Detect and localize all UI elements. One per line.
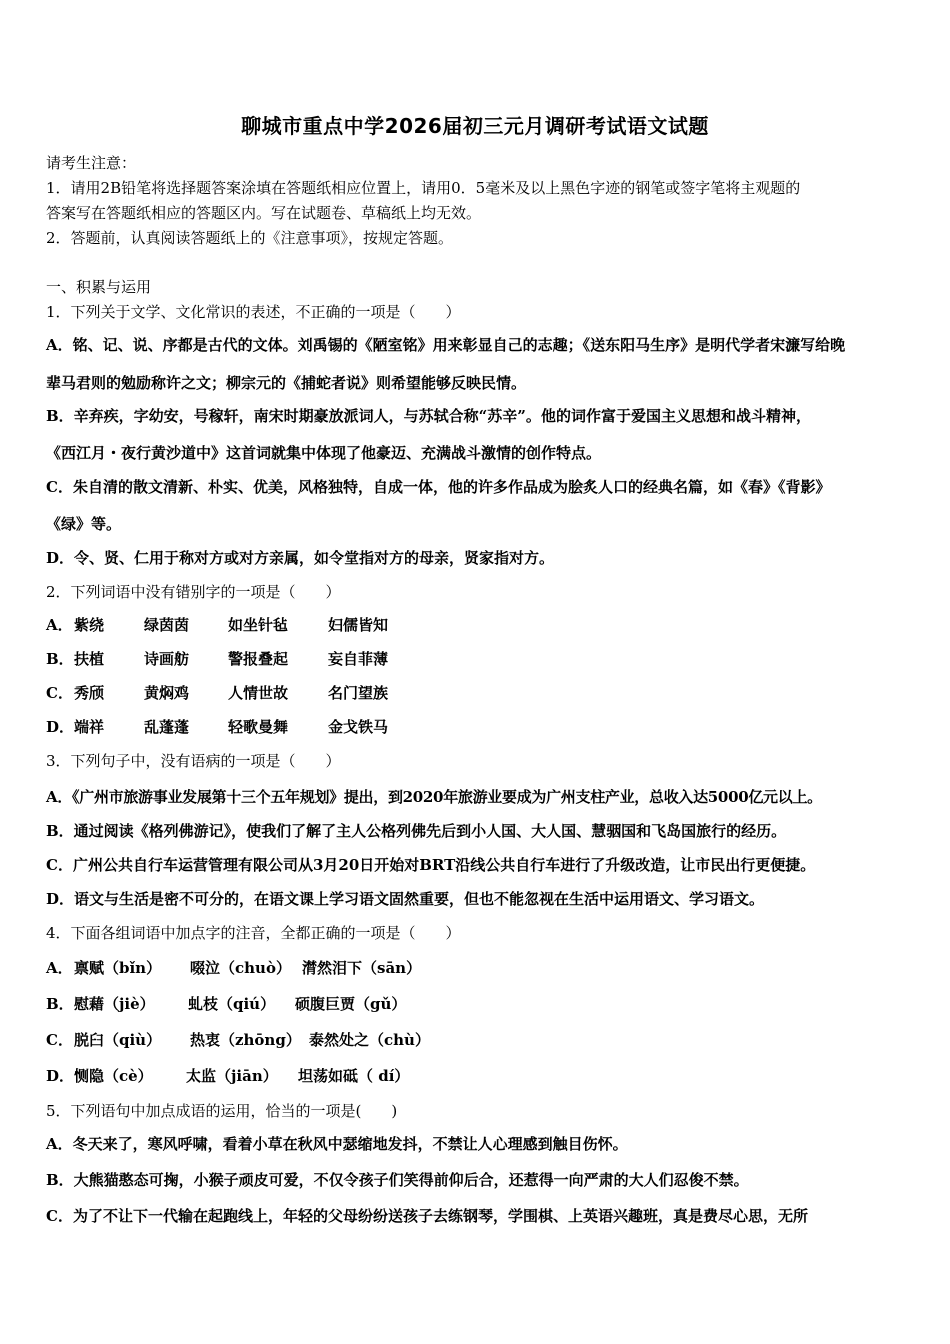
option-word: 金戈铁马 [328,718,389,736]
question-4-option-row [46,1030,430,1050]
option-word: 端祥 [74,718,105,736]
question-5-stem: 5．下列语句中加点成语的运用，恰当的一项是( ) [46,1102,398,1120]
question-1-option-c-line-1: C．朱自清的散文清新、朴实、优美，风格独特，自成一体，他的许多作品成为脍炙人口的经典名篇，如《春》《背影》 [46,478,831,496]
question-3-stem: 3．下列句子中，没有语病的一项是（ ） [46,752,341,770]
option-word: 警报叠起 [228,650,289,668]
option-word: 扶植 [74,650,105,668]
section-heading: 一、积累与运用 [46,278,152,296]
option-letter: B． [46,995,74,1013]
question-4-option-row [46,958,421,978]
question-1-option-b-line-2: 《西江月・夜行黄沙道中》这首词就集中体现了他豪迈、充满战斗激情的创作特点。 [46,444,602,462]
question-3-option-c: C．广州公共自行车运营管理有限公司从3月20日开始对BRT沿线公共自行车进行了升级改造，让市民出行更便捷。 [46,856,816,874]
option-word: 乱蓬蓬 [144,718,190,736]
question-3-option-a: A．《广州市旅游事业发展第十三个五年规划》提出，到2020年旅游业要成为广州支柱产业，总收入达5000亿元以上。 [46,788,822,806]
question-2-option-row [46,717,388,737]
notice-heading: 请考生注意： [46,154,137,172]
option-word: 紫绕 [74,616,105,634]
page-title: 聊城市重点中学2026届初三元月调研考试语文试题 [241,114,709,138]
option-word: 绿茵茵 [144,616,190,634]
question-3-option-b: B．通过阅读《格列佛游记》，使我们了解了主人公格列佛先后到小人国、大人国、慧骃国和飞岛国旅行的经历。 [46,822,787,840]
option-letter: C． [46,684,73,702]
option-word: 脱臼（qiù） [74,1031,162,1049]
question-1-option-d: D．令、贤、仁用于称对方或对方亲属，如令堂指对方的母亲，贤家指对方。 [46,549,555,567]
question-5-option-c-line-1: C．为了不让下一代输在起跑线上，年轻的父母纷纷送孩子去练钢琴，学围棋、上英语兴趣班，真是费尽心思，无所 [46,1207,808,1225]
option-word: 热衷（zhōng） [190,1031,301,1049]
option-word: 啜泣（chuò） [190,959,291,977]
question-2-option-row [46,615,388,635]
notice-item-2: 2．答题前，认真阅读答题纸上的《注意事项》，按规定答题。 [46,229,454,247]
option-word: 轻歌曼舞 [228,718,289,736]
option-word: 人情世故 [228,684,289,702]
option-word: 妄自菲薄 [328,650,389,668]
question-5-option-b: B．大熊猫憨态可掬，小猴子顽皮可爱，不仅令孩子们笑得前仰后合，还惹得一向严肃的大人们忍俊不禁。 [46,1171,749,1189]
option-word: 虬枝（qiú） [188,995,276,1013]
question-1-stem: 1．下列关于文学、文化常识的表述，不正确的一项是（ ） [46,303,461,321]
option-word: 妇儒皆知 [328,616,389,634]
notice-item-1-line-2: 答案写在答题纸相应的答题区内。写在试题卷、草稿纸上均无效。 [46,204,482,222]
option-letter: C． [46,1031,73,1049]
option-letter: D． [46,718,75,736]
option-word: 泰然处之（chù） [309,1031,430,1049]
option-word: 禀赋（bǐn） [74,959,162,977]
question-2-option-row [46,683,388,703]
option-word: 名门望族 [328,684,389,702]
question-3-option-d: D．语文与生活是密不可分的，在语文课上学习语文固然重要，但也不能忽视在生活中运用语文、学习语文。 [46,890,765,908]
option-word: 秀颀 [74,684,105,702]
question-4-option-row [46,994,406,1014]
question-5-option-a: A．冬天来了，寒风呼啸，看着小草在秋风中瑟缩地发抖，不禁让人心理感到触目伤怀。 [46,1135,628,1153]
option-word: 硕腹巨贾（gǔ） [295,995,407,1013]
question-4-option-row [46,1066,409,1086]
question-1-option-b-line-1: B．辛弃疾，字幼安，号稼轩，南宋时期豪放派词人，与苏轼合称“苏辛”。他的词作富于爱国主义思想和战斗精神， [46,407,811,425]
question-2-option-row [46,649,388,669]
question-1-option-c-line-2: 《绿》等。 [46,515,122,533]
option-word: 坦荡如砥（ dí） [298,1067,410,1085]
option-word: 如坐针毡 [228,616,289,634]
option-word: 潸然泪下（sān） [302,959,422,977]
option-word: 慰藉（jiè） [74,995,155,1013]
option-word: 太监（jiān） [186,1067,278,1085]
notice-item-1-line-1: 1．请用2B铅笔将选择题答案涂填在答题纸相应位置上，请用0．5毫米及以上黑色字迹的钢笔或签字笔将主观题的 [46,179,801,197]
question-4-stem: 4．下面各组词语中加点字的注音，全都正确的一项是（ ） [46,924,461,942]
option-letter: A． [46,616,73,634]
option-word: 恻隐（cè） [74,1067,153,1085]
question-2-stem: 2．下列词语中没有错别字的一项是（ ） [46,583,341,601]
option-word: 黄焖鸡 [144,684,190,702]
option-letter: D． [46,1067,75,1085]
option-letter: A． [46,959,73,977]
option-letter: B． [46,650,74,668]
question-1-option-a-line-2: 辈马君则的勉励称许之文；柳宗元的《捕蛇者说》则希望能够反映民情。 [46,374,527,392]
option-word: 诗画舫 [144,650,190,668]
question-1-option-a-line-1: A．铭、记、说、序都是古代的文体。刘禹锡的《陋室铭》用来彰显自己的志趣；《送东阳马生序》是明代学者宋濂写给晚 [46,336,846,354]
